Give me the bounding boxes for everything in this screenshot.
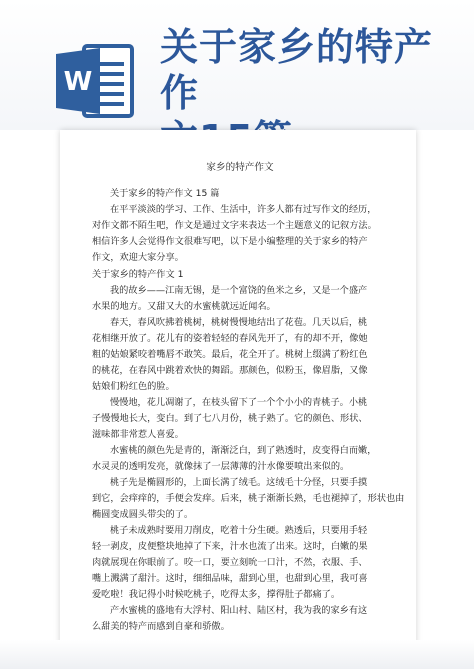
paragraph-line: 滋味都非常惹人喜爱。 (92, 429, 184, 440)
paragraph-line: 春天，春风吹拂着桃树，桃树慢慢地结出了花苞。几天以后，桃 (110, 317, 368, 328)
word-document-icon (54, 40, 136, 122)
page-bottom-shadow (0, 640, 474, 669)
paragraph-line: 粗的姑娘紧咬着嘴唇不敢笑。最后，花全开了。桃树上缀满了粉红色 (92, 349, 368, 360)
paragraph-line: 嘴上溅满了甜汁。这时，细细品味，甜到心里，也甜到心里，我可喜 (92, 573, 368, 584)
paragraph-line: 花相继开放了。花儿有的姿着轻轻的春风先开了，有的却不开，像她 (92, 333, 368, 344)
paragraph-1 (92, 283, 388, 315)
paragraph-line: 慢慢地，花儿凋谢了，在枝头留下了一个个小小的青桃子。小桃 (110, 397, 368, 408)
paragraph-line: 椭圆变成圆头带尖的了。 (92, 509, 194, 520)
word-icon-letter: W (63, 67, 93, 97)
paragraph-line: 子慢慢地长大，变白。到了七八月份，桃子熟了。它的颜色、形状、 (92, 413, 368, 424)
intro-line: 在平平淡淡的学习、工作、生活中，许多人都有过写作文的经历， (110, 204, 377, 215)
paragraph-5 (92, 475, 405, 523)
paragraph-line: 的桃花，在春风中跳着欢快的舞蹈。那颜色，似粉玉，像眉脂，又像 (92, 365, 368, 376)
paragraph-6 (92, 523, 388, 603)
paragraph-line: 桃子先是椭圆形的，上面长满了绒毛。这绒毛十分怪，只要手摸 (110, 477, 368, 488)
paragraph-2 (92, 315, 388, 395)
paragraph-line: 轻一剥皮，皮便整块地掉了下来，汁水也流了出来。这时，白嫩的果 (92, 541, 368, 552)
paragraph-4 (92, 443, 388, 475)
intro-line: 作文，欢迎大家分享。 (92, 252, 184, 263)
intro-paragraph (92, 202, 388, 266)
paragraph-3 (92, 395, 388, 443)
paragraph-7 (92, 603, 388, 635)
title-line-1: 关于家乡的特产作 (160, 25, 434, 115)
document-body (92, 160, 405, 635)
paragraph-line: 水蜜桃的颜色先是青的，渐渐泛白，到了熟透时，皮变得白而嫩， (110, 445, 377, 456)
paragraph-line: 么甜美的特产而感到自豪和骄傲。 (92, 621, 230, 632)
paragraph-line: 产水蜜桃的盛地有大浮村、阳山村、陆区村，我为我的家乡有这 (110, 605, 368, 616)
intro-line: 对作文都不陌生吧，作文是通过文字来表达一个主题意义的记叙方法。 (92, 220, 377, 231)
paragraph-line: 我的故乡——江南无锡，是一个富饶的鱼米之乡，又是一个盛产 (110, 285, 368, 296)
paragraph-line: 到它，会痒痒的，手便会发痒。后来，桃子渐渐长熟，毛也褪掉了，形状也由 (92, 493, 405, 504)
document-subheading: 关于家乡的特产作文 15 篇 (110, 188, 220, 199)
paragraph-line: 桃子未成熟时要用刀削皮，吃着十分生硬。熟透后，只要用手轻 (110, 525, 368, 536)
intro-line: 相信许多人会觉得作文很难写吧，以下是小编整理的关于家乡的特产 (92, 236, 368, 247)
banner-header (0, 0, 474, 130)
paragraph-line: 水果的地方。又甜又大的水蜜桃就远近闻名。 (92, 301, 276, 312)
paragraph-line: 肉就展现在你眼前了。咬一口，要立刻吮一口汁，不然，衣服、手、 (92, 557, 368, 568)
section-title: 关于家乡的特产作文 1 (92, 269, 184, 280)
paragraph-line: 姑娘们粉红色的脸。 (92, 381, 175, 392)
document-heading: 家乡的特产作文 (206, 162, 274, 173)
document-page (60, 130, 416, 650)
paragraph-line: 爱吃啦！我记得小时候吃桃子，吃得太多，撑得肚子都痛了。 (92, 589, 341, 600)
paragraph-line: 水灵灵的透明发亮，就像抹了一层薄薄的汁水像要喷出来似的。 (92, 461, 350, 472)
